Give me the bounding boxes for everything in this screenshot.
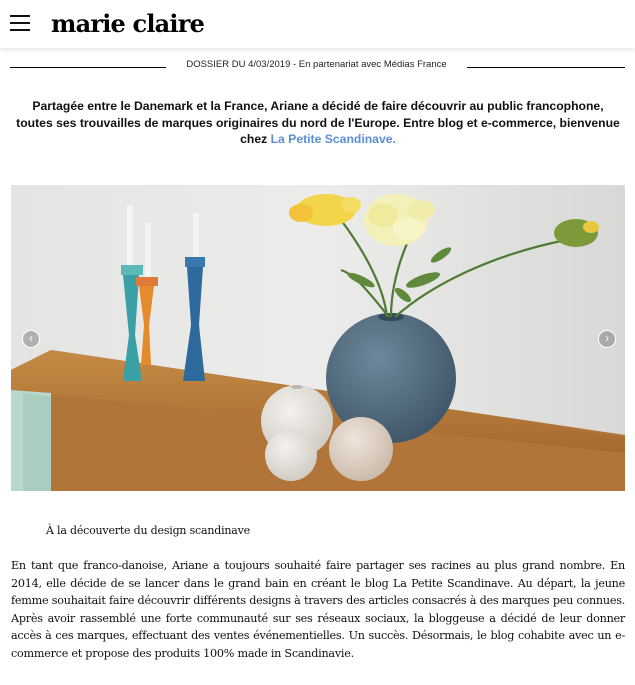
dossier-banner	[10, 59, 625, 75]
slider-photo	[11, 185, 625, 491]
intro-text: Partagée entre le Danemark et la France, Ariane a décidé de faire découvrir au public francophone, toutes ses trouvailles de marques originaires du nord de l'Europe. Entre blog et e-commerce, bienvenue chez	[16, 99, 620, 146]
article-body: En tant que franco-danoise, Ariane a toujours souhaité faire partager ses racines au plus grand nombre. En 2014, elle décide de se lancer dans le grand bain en créant le blog La Petite Scandinave. Au départ, la jeune femme souhaitait faire découvrir différents designs à travers des articles consacrés à des marques peu connues. Après avoir rassemblé une forte communauté sur ses réseaux sociaux, la bloggeuse a décidé de leur donner accès à ces marques, effectuant des ventes événementielles. Un succès. Désormais, le blog cohabite avec un e-commerce et propose des produits 100% made in Scandinavie.	[11, 559, 625, 660]
site-logo[interactable]: marie claire	[51, 9, 205, 38]
image-slider[interactable]	[11, 185, 625, 491]
dossier-date-text: DOSSIER DU 4/03/2019 - En partenariat avec Médias France	[186, 59, 447, 70]
hamburger-menu-icon[interactable]	[10, 15, 30, 32]
top-bar	[0, 0, 635, 48]
la-petite-scandinave-link[interactable]: La Petite Scandinave.	[270, 132, 396, 146]
image-caption: À la découverte du design scandinave	[46, 524, 250, 537]
divider-left	[10, 67, 166, 68]
slider-next-icon[interactable]: ›	[598, 330, 616, 348]
divider-right	[467, 67, 625, 68]
slider-prev-icon[interactable]: ‹	[22, 330, 40, 348]
article-intro	[14, 98, 622, 148]
